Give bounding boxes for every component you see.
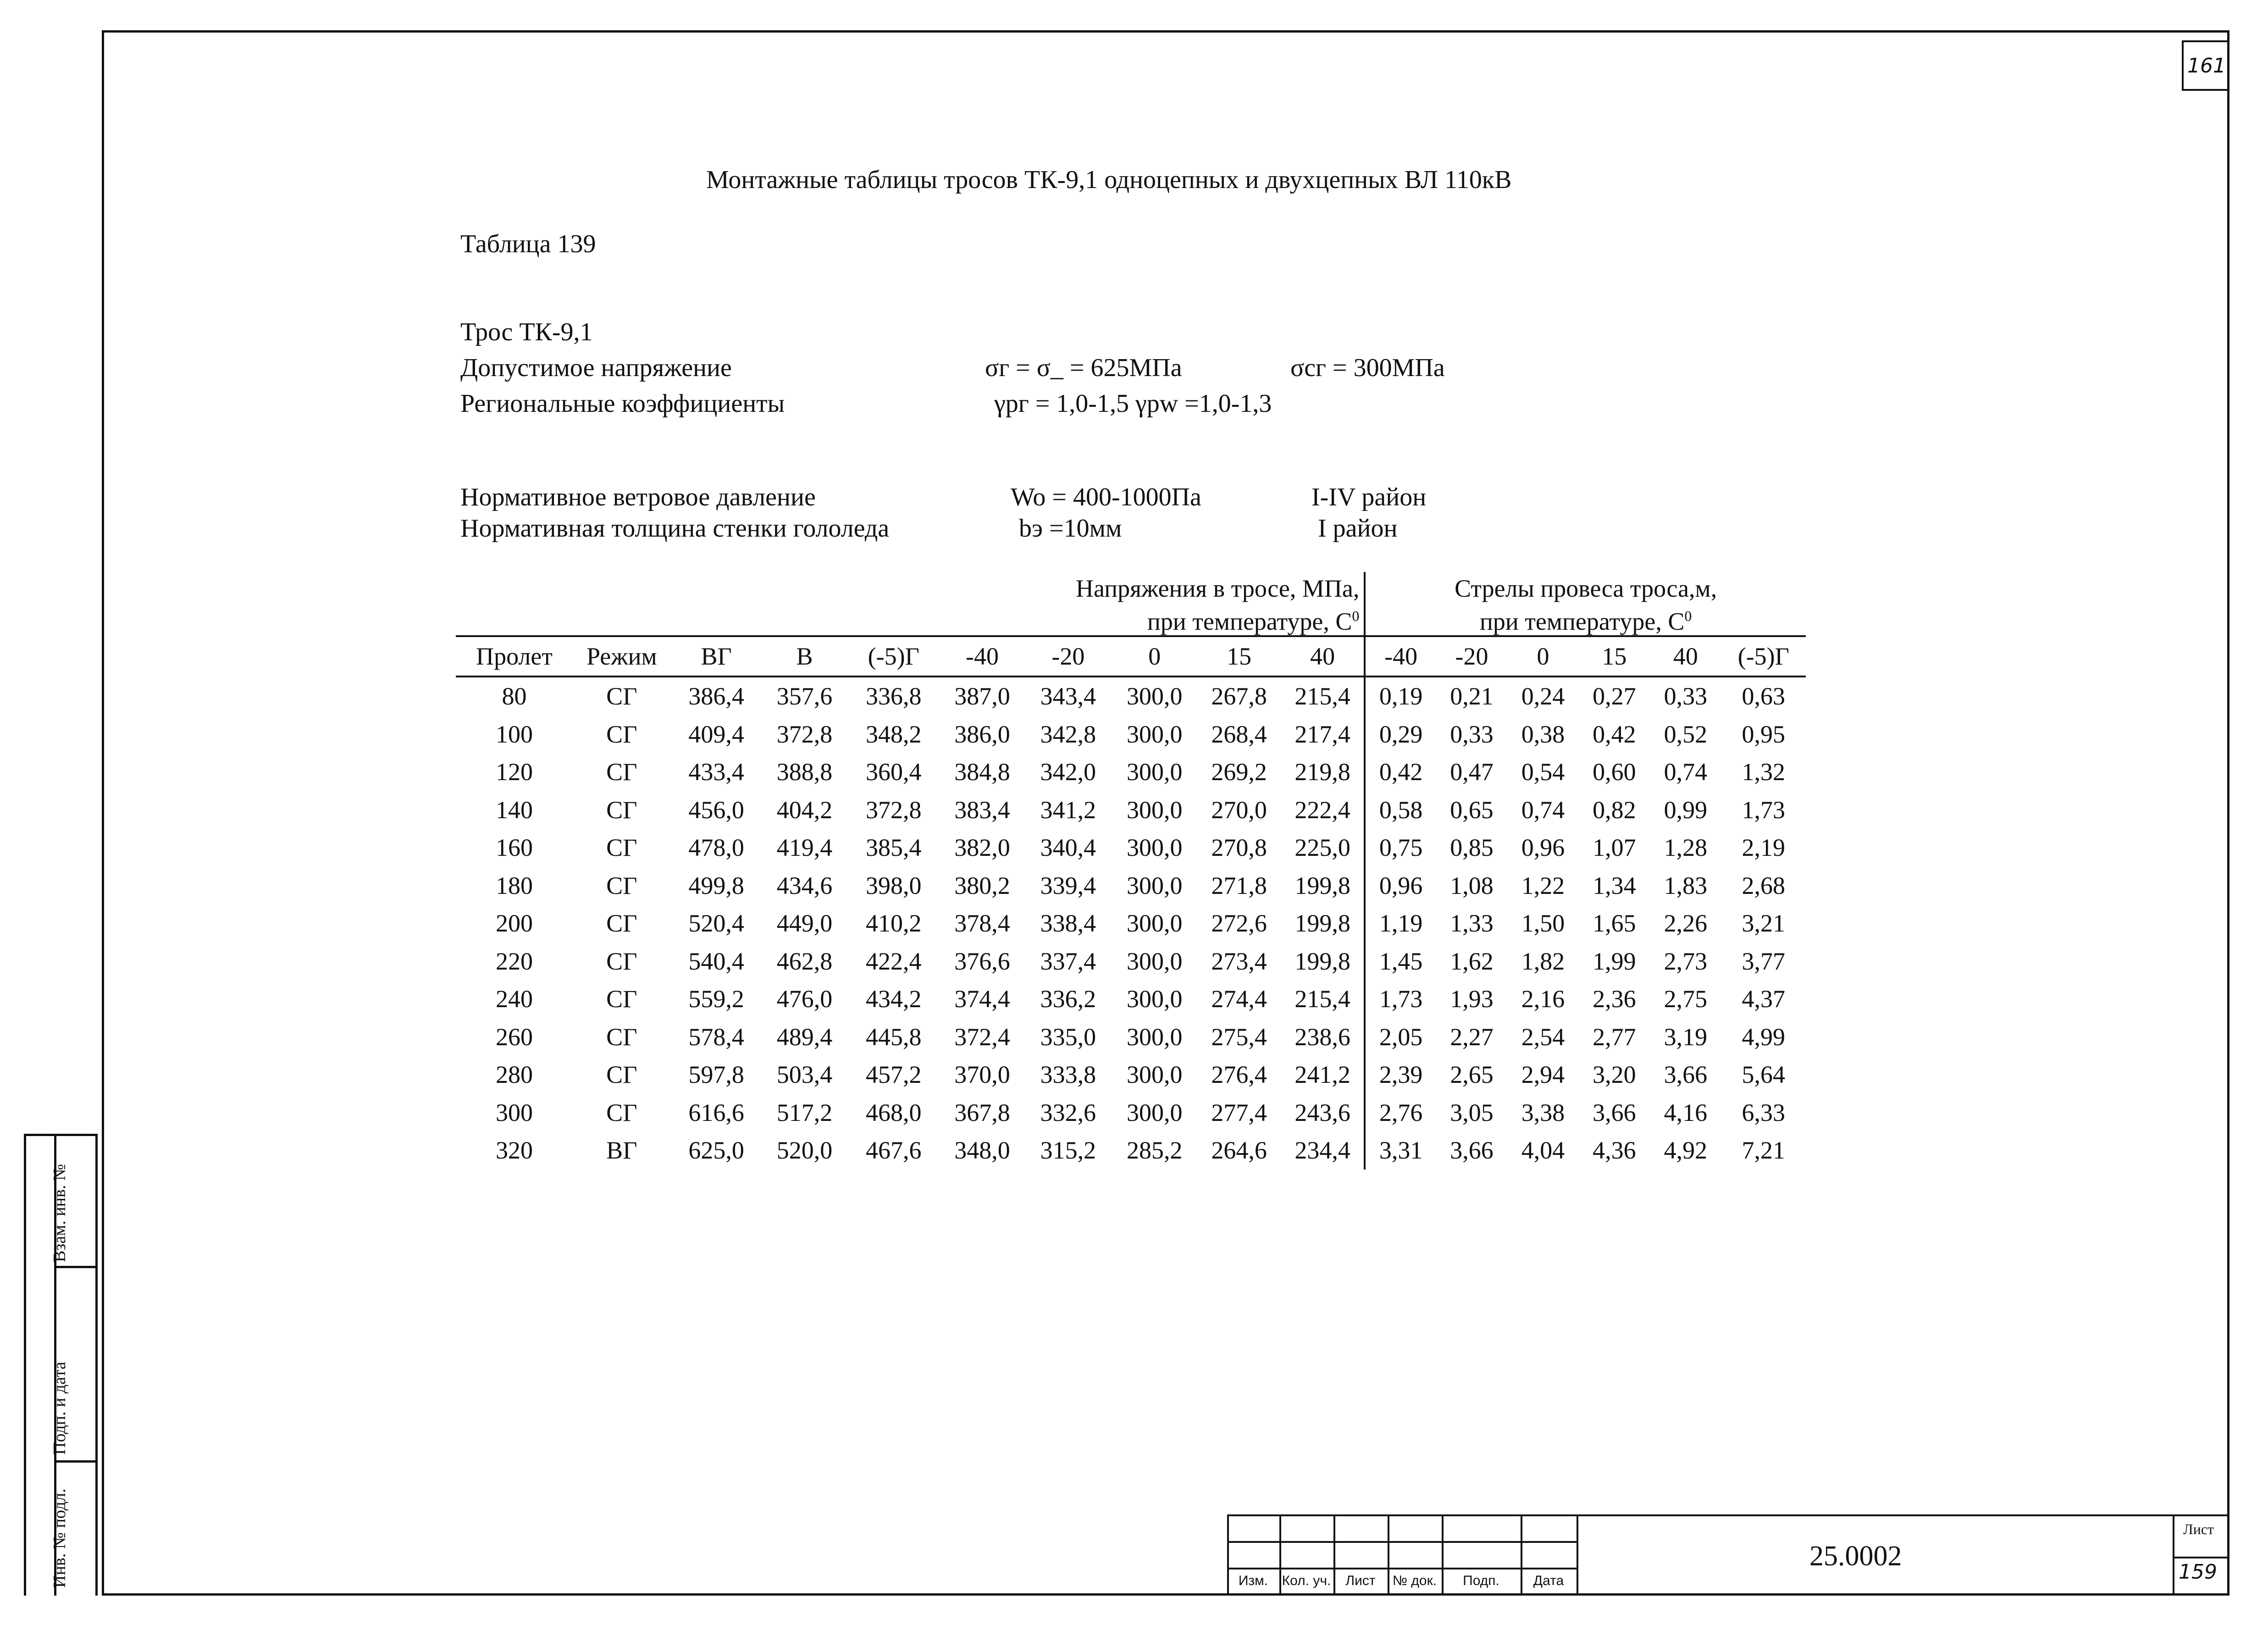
table-cell: 0,99 [1664, 796, 1708, 824]
table-cell: 220 [496, 947, 533, 975]
table-cell: СГ [606, 1098, 637, 1126]
table-cell: ВГ [606, 1137, 637, 1164]
table-cell: 517,2 [776, 1098, 833, 1126]
table-cell: 6,33 [1742, 1098, 1786, 1126]
column-header: В [762, 636, 847, 676]
table-cell: 380,2 [954, 871, 1010, 899]
table-row [456, 1131, 1806, 1170]
table-cell: 0,29 [1379, 720, 1423, 748]
table-cell: 348,0 [954, 1137, 1010, 1164]
table-cell: 335,0 [1040, 1023, 1096, 1051]
column-header: 0 [1112, 636, 1197, 676]
tb-label-podp: Подп. [1463, 1573, 1499, 1588]
table-cell: 3,66 [1450, 1137, 1494, 1164]
table-cell: 0,74 [1521, 796, 1565, 824]
table-cell: 419,4 [776, 834, 833, 862]
table-cell: 348,2 [865, 720, 922, 748]
table-cell: 388,8 [776, 758, 833, 786]
table-cell: 1,33 [1450, 909, 1494, 937]
table-cell: 332,6 [1040, 1098, 1096, 1126]
document-title: Монтажные таблицы тросов ТК-9,1 одноцепных и двухцепных ВЛ 110кВ [706, 166, 1512, 194]
table-cell: 339,4 [1040, 871, 1096, 899]
table-cell: СГ [606, 985, 637, 1013]
table-cell: 2,75 [1664, 985, 1708, 1013]
table-cell: 499,8 [688, 871, 744, 899]
table-cell: 360,4 [865, 758, 922, 786]
tb-label-doc-no: № док. [1392, 1573, 1437, 1588]
sheet-label: Лист [2183, 1521, 2214, 1537]
table-cell: 1,19 [1379, 909, 1423, 937]
table-cell: 1,50 [1521, 909, 1565, 937]
table-cell: 434,2 [865, 985, 922, 1013]
table-row [456, 980, 1806, 1018]
table-cell: 0,38 [1521, 720, 1565, 748]
table-cell: 270,8 [1211, 834, 1267, 862]
table-row [456, 1056, 1806, 1094]
table-cell: 0,85 [1450, 834, 1494, 862]
table-cell: 199,8 [1281, 943, 1365, 981]
table-cell: 274,4 [1211, 985, 1267, 1013]
tb-label-data: Дата [1533, 1573, 1564, 1588]
table-cell: 434,6 [776, 871, 833, 899]
table-cell: СГ [606, 1023, 637, 1051]
table-cell: 2,68 [1742, 871, 1786, 899]
table-cell: 0,74 [1664, 758, 1708, 786]
table-cell: 625,0 [688, 1137, 744, 1164]
table-cell: 343,4 [1040, 682, 1096, 710]
table-cell: 387,0 [954, 682, 1010, 710]
ice-thickness-value: bэ =10мм [1019, 514, 1122, 543]
table-cell: 0,27 [1593, 682, 1636, 710]
ice-region: I район [1318, 514, 1398, 543]
column-header: 0 [1507, 636, 1578, 676]
table-cell: 1,82 [1521, 947, 1565, 975]
column-header-row [456, 636, 1806, 676]
table-row [456, 1094, 1806, 1132]
table-cell: 300,0 [1127, 985, 1183, 1013]
table-cell: 215,4 [1281, 676, 1365, 715]
table-cell: 199,8 [1281, 867, 1365, 905]
mounting-table [456, 572, 1806, 1170]
column-header: 15 [1579, 636, 1650, 676]
table-cell: 300,0 [1127, 796, 1183, 824]
side-label-vzam-inv: Взам. инв. № [50, 1164, 69, 1262]
table-cell: 276,4 [1211, 1061, 1267, 1089]
table-cell: 4,99 [1742, 1023, 1786, 1051]
table-cell: 410,2 [865, 909, 922, 937]
table-cell: 0,54 [1521, 758, 1565, 786]
table-cell: 273,4 [1211, 947, 1267, 975]
table-cell: 0,24 [1521, 682, 1565, 710]
table-cell: СГ [606, 682, 637, 710]
table-cell: 503,4 [776, 1061, 833, 1089]
table-cell: 342,0 [1040, 758, 1096, 786]
table-row [456, 791, 1806, 829]
side-stamp [22, 1134, 100, 1596]
table-cell: 300,0 [1127, 1061, 1183, 1089]
table-cell: 2,39 [1379, 1061, 1423, 1089]
table-cell: 462,8 [776, 947, 833, 975]
table-cell: СГ [606, 758, 637, 786]
table-cell: 559,2 [688, 985, 744, 1013]
table-cell: 0,65 [1450, 796, 1494, 824]
table-cell: СГ [606, 909, 637, 937]
table-cell: 4,37 [1742, 985, 1786, 1013]
table-cell: 222,4 [1281, 791, 1365, 829]
table-cell: 2,36 [1593, 985, 1636, 1013]
table-cell: 199,8 [1281, 904, 1365, 943]
table-cell: 0,19 [1379, 682, 1423, 710]
tb-label-list: Лист [1345, 1573, 1376, 1588]
table-cell: 489,4 [776, 1023, 833, 1051]
table-cell: 120 [496, 758, 533, 786]
table-cell: 219,8 [1281, 753, 1365, 791]
table-cell: 376,6 [954, 947, 1010, 975]
table-cell: 140 [496, 796, 533, 824]
table-cell: 243,6 [1281, 1094, 1365, 1132]
table-cell: 1,22 [1521, 871, 1565, 899]
table-cell: 1,73 [1379, 985, 1423, 1013]
table-cell: 1,73 [1742, 796, 1786, 824]
tb-label-kol-uch: Кол. уч. [1282, 1573, 1331, 1588]
table-cell: 3,21 [1742, 909, 1786, 937]
table-cell: 1,99 [1593, 947, 1636, 975]
table-row [456, 753, 1806, 791]
table-cell: 100 [496, 720, 533, 748]
table-cell: 2,94 [1521, 1061, 1565, 1089]
cable-name: Трос ТК-9,1 [460, 318, 593, 346]
table-cell: 372,4 [954, 1023, 1010, 1051]
table-cell: 3,38 [1521, 1098, 1565, 1126]
table-cell: 2,27 [1450, 1023, 1494, 1051]
table-cell: 333,8 [1040, 1061, 1096, 1089]
table-group-header [456, 572, 1806, 636]
table-cell: 5,64 [1742, 1061, 1786, 1089]
table-cell: 2,54 [1521, 1023, 1565, 1051]
table-cell: 0,33 [1664, 682, 1708, 710]
table-cell: 4,92 [1664, 1137, 1708, 1164]
table-cell: 300 [496, 1098, 533, 1126]
table-cell: 4,36 [1593, 1137, 1636, 1164]
table-cell: 300,0 [1127, 947, 1183, 975]
table-cell: 0,95 [1742, 720, 1786, 748]
table-cell: 384,8 [954, 758, 1010, 786]
table-row [456, 715, 1806, 754]
coefficients-label: Региональные коэффициенты [460, 389, 785, 418]
table-cell: 342,8 [1040, 720, 1096, 748]
table-cell: 3,66 [1664, 1061, 1708, 1089]
coefficients-value: γpг = 1,0-1,5 γpw =1,0-1,3 [994, 389, 1272, 418]
table-cell: 315,2 [1040, 1137, 1096, 1164]
table-cell: 0,82 [1593, 796, 1636, 824]
column-header: 15 [1197, 636, 1281, 676]
table-cell: 269,2 [1211, 758, 1267, 786]
table-cell: 398,0 [865, 871, 922, 899]
table-cell: 300,0 [1127, 871, 1183, 899]
column-header: (-5)Г [1721, 636, 1806, 676]
table-cell: 7,21 [1742, 1137, 1786, 1164]
table-cell: 433,4 [688, 758, 744, 786]
table-cell: 267,8 [1211, 682, 1267, 710]
table-cell: 0,21 [1450, 682, 1494, 710]
table-cell: 1,62 [1450, 947, 1494, 975]
table-cell: 578,4 [688, 1023, 744, 1051]
table-cell: 0,96 [1379, 871, 1423, 899]
column-header: -40 [1365, 636, 1436, 676]
table-cell: СГ [606, 947, 637, 975]
column-header: ВГ [671, 636, 762, 676]
table-cell: 409,4 [688, 720, 744, 748]
table-cell: 340,4 [1040, 834, 1096, 862]
column-header: -40 [940, 636, 1024, 676]
table-cell: СГ [606, 720, 637, 748]
table-cell: 457,2 [865, 1061, 922, 1089]
side-label-inv-podl: Инв. № подл. [50, 1488, 69, 1588]
wind-pressure-label: Нормативное ветровое давление [460, 483, 816, 511]
table-cell: СГ [606, 1061, 637, 1089]
table-row [456, 867, 1806, 905]
table-cell: 240 [496, 985, 533, 1013]
table-cell: 370,0 [954, 1061, 1010, 1089]
table-cell: 367,8 [954, 1098, 1010, 1126]
table-cell: 215,4 [1281, 980, 1365, 1018]
table-cell: 271,8 [1211, 871, 1267, 899]
table-cell: 272,6 [1211, 909, 1267, 937]
sheet-number: 159 [2179, 1560, 2217, 1584]
table-cell: 374,4 [954, 985, 1010, 1013]
table-cell: 338,4 [1040, 909, 1096, 937]
stress-group-header: Напряжения в тросе, МПа, при температуре, $С^0$ [456, 572, 1365, 636]
table-cell: 1,07 [1593, 834, 1636, 862]
document-number: 25.0002 [1809, 1541, 1902, 1572]
table-cell: 225,0 [1281, 829, 1365, 867]
table-cell: 2,26 [1664, 909, 1708, 937]
table-cell: 300,0 [1127, 909, 1183, 937]
table-cell: 3,77 [1742, 947, 1786, 975]
table-cell: 597,8 [688, 1061, 744, 1089]
table-cell: 2,76 [1379, 1098, 1423, 1126]
stress-value: σг = σ_ = 625МПа [985, 354, 1182, 382]
table-cell: 422,4 [865, 947, 922, 975]
table-cell: 3,20 [1593, 1061, 1636, 1089]
sheet-number-top: 161 [2187, 54, 2226, 78]
table-cell: 0,42 [1379, 758, 1423, 786]
table-cell: 300,0 [1127, 720, 1183, 748]
table-cell: СГ [606, 796, 637, 824]
table-cell: 372,8 [776, 720, 833, 748]
table-cell: 0,58 [1379, 796, 1423, 824]
table-cell: 80 [502, 682, 527, 710]
table-row [456, 676, 1806, 715]
table-cell: 520,0 [776, 1137, 833, 1164]
title-block [1227, 1514, 2229, 1596]
table-cell: 275,4 [1211, 1023, 1267, 1051]
table-cell: 386,0 [954, 720, 1010, 748]
table-cell: 2,05 [1379, 1023, 1423, 1051]
table-cell: 1,83 [1664, 871, 1708, 899]
table-cell: СГ [606, 834, 637, 862]
table-cell: 300,0 [1127, 834, 1183, 862]
table-cell: 238,6 [1281, 1018, 1365, 1056]
sheet-number-box [2182, 40, 2229, 91]
table-cell: 456,0 [688, 796, 744, 824]
column-header: 40 [1650, 636, 1721, 676]
table-cell: 386,4 [688, 682, 744, 710]
table-cell: 378,4 [954, 909, 1010, 937]
table-cell: 341,2 [1040, 796, 1096, 824]
column-header: 40 [1281, 636, 1365, 676]
table-cell: 1,08 [1450, 871, 1494, 899]
table-cell: 160 [496, 834, 533, 862]
column-header: -20 [1436, 636, 1507, 676]
table-cell: СГ [606, 871, 637, 899]
sag-group-header: Стрелы провеса троса,м, при температуре, $С^0$ [1365, 572, 1806, 636]
table-row [456, 904, 1806, 943]
table-cell: 4,16 [1664, 1098, 1708, 1126]
wind-region: I-IV район [1311, 483, 1427, 511]
table-cell: 1,45 [1379, 947, 1423, 975]
table-body [456, 676, 1806, 1170]
table-cell: 520,4 [688, 909, 744, 937]
table-cell: 540,4 [688, 947, 744, 975]
column-header: Режим [573, 636, 670, 676]
table-cell: 2,73 [1664, 947, 1708, 975]
table-cell: 277,4 [1211, 1098, 1267, 1126]
table-cell: 616,6 [688, 1098, 744, 1126]
table-number: Таблица 139 [460, 230, 596, 258]
table-cell: 383,4 [954, 796, 1010, 824]
table-cell: 445,8 [865, 1023, 922, 1051]
table-cell: 0,52 [1664, 720, 1708, 748]
table-cell: 217,4 [1281, 715, 1365, 754]
table-cell: 1,93 [1450, 985, 1494, 1013]
table-cell: 357,6 [776, 682, 833, 710]
table-cell: 268,4 [1211, 720, 1267, 748]
side-label-podp-data: Подп. и дата [50, 1361, 69, 1455]
table-cell: 468,0 [865, 1098, 922, 1126]
table-cell: 382,0 [954, 834, 1010, 862]
table-cell: 0,75 [1379, 834, 1423, 862]
table-cell: 0,47 [1450, 758, 1494, 786]
table-cell: 3,05 [1450, 1098, 1494, 1126]
tb-label-izm: Изм. [1238, 1573, 1268, 1588]
table-cell: 0,42 [1593, 720, 1636, 748]
table-row [456, 829, 1806, 867]
table-cell: 300,0 [1127, 1023, 1183, 1051]
table-row [456, 1018, 1806, 1056]
stress-label: Допустимое напряжение [460, 354, 732, 382]
column-header: Пролет [456, 636, 573, 676]
table-cell: 3,19 [1664, 1023, 1708, 1051]
table-cell: 1,65 [1593, 909, 1636, 937]
table-cell: 241,2 [1281, 1056, 1365, 1094]
table-cell: 336,8 [865, 682, 922, 710]
table-cell: 285,2 [1127, 1137, 1183, 1164]
table-cell: 4,04 [1521, 1137, 1565, 1164]
table-cell: 300,0 [1127, 1098, 1183, 1126]
table-cell: 449,0 [776, 909, 833, 937]
table-cell: 2,19 [1742, 834, 1786, 862]
table-cell: 234,4 [1281, 1131, 1365, 1170]
table-cell: 1,28 [1664, 834, 1708, 862]
stress-value-2: σсг = 300МПа [1290, 354, 1445, 382]
table-cell: 2,77 [1593, 1023, 1636, 1051]
table-cell: 336,2 [1040, 985, 1096, 1013]
column-header: (-5)Г [847, 636, 940, 676]
table-cell: 2,65 [1450, 1061, 1494, 1089]
table-cell: 260 [496, 1023, 533, 1051]
table-cell: 0,96 [1521, 834, 1565, 862]
table-cell: 0,63 [1742, 682, 1786, 710]
table-cell: 0,33 [1450, 720, 1494, 748]
table-cell: 3,31 [1379, 1137, 1423, 1164]
table-cell: 467,6 [865, 1137, 922, 1164]
table-cell: 280 [496, 1061, 533, 1089]
wind-pressure-value: Wo = 400-1000Па [1011, 483, 1201, 511]
table-cell: 0,60 [1593, 758, 1636, 786]
ice-thickness-label: Нормативная толщина стенки гололеда [460, 514, 890, 543]
table-cell: 200 [496, 909, 533, 937]
table-cell: 372,8 [865, 796, 922, 824]
table-row [456, 943, 1806, 981]
table-cell: 2,16 [1521, 985, 1565, 1013]
table-cell: 404,2 [776, 796, 833, 824]
table-cell: 478,0 [688, 834, 744, 862]
table-cell: 300,0 [1127, 758, 1183, 786]
table-cell: 264,6 [1211, 1137, 1267, 1164]
table-cell: 3,66 [1593, 1098, 1636, 1126]
table-cell: 337,4 [1040, 947, 1096, 975]
table-cell: 300,0 [1127, 682, 1183, 710]
table-cell: 270,0 [1211, 796, 1267, 824]
column-header: -20 [1024, 636, 1112, 676]
table-cell: 476,0 [776, 985, 833, 1013]
table-cell: 385,4 [865, 834, 922, 862]
table-cell: 180 [496, 871, 533, 899]
table-cell: 1,32 [1742, 758, 1786, 786]
table-cell: 320 [496, 1137, 533, 1164]
table-cell: 1,34 [1593, 871, 1636, 899]
